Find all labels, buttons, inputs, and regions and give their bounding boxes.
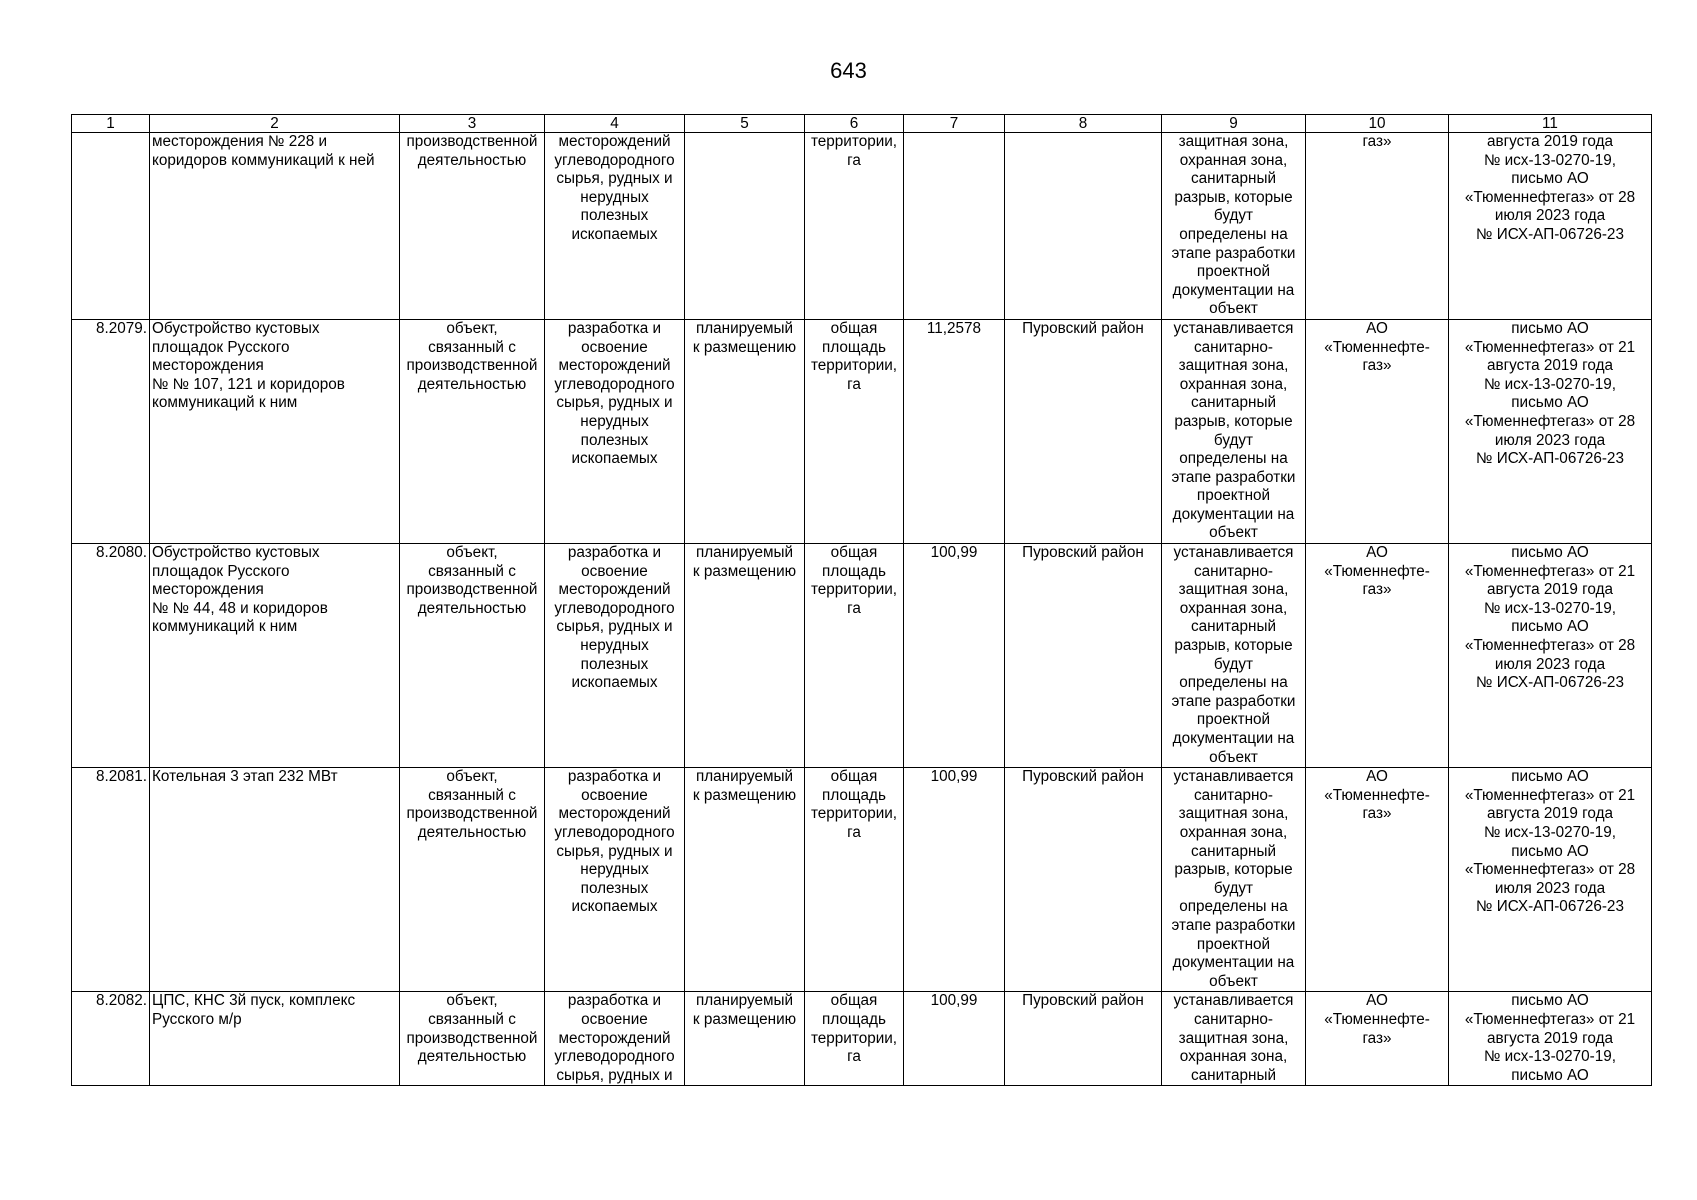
source-document: письмо АО «Тюменнефтегаз» от 21 августа 2019 года № исх-13-0270-19, письмо АО xyxy=(1449,992,1652,1086)
area-value xyxy=(904,133,1005,320)
characteristic: общая площадь территории, га xyxy=(805,319,904,543)
column-header: 2 xyxy=(150,115,400,133)
column-header: 4 xyxy=(545,115,685,133)
column-header: 8 xyxy=(1005,115,1162,133)
location: Пуровский район xyxy=(1005,319,1162,543)
characteristic: общая площадь территории, га xyxy=(805,992,904,1086)
location xyxy=(1005,133,1162,320)
area-value: 100,99 xyxy=(904,768,1005,992)
characteristic: общая площадь территории, га xyxy=(805,768,904,992)
source-document: письмо АО «Тюменнефтегаз» от 21 августа 2019 года № исх-13-0270-19, письмо АО «Тюменнефтегаз» от 28 июля 2023 года № ИСХ-АП-06726-23 xyxy=(1449,544,1652,768)
zone-description: устанавливается санитарно- защитная зона, охранная зона, санитарный разрыв, которые будут определены на этапе разработки проектной документации на объект xyxy=(1162,768,1306,992)
location: Пуровский район xyxy=(1005,992,1162,1086)
organization: АО «Тюменнефте- газ» xyxy=(1306,768,1449,992)
row-number: 8.2081. xyxy=(72,768,150,992)
source-document: августа 2019 года № исх-13-0270-19, письмо АО «Тюменнефтегаз» от 28 июля 2023 года № ИСХ-АП-06726-23 xyxy=(1449,133,1652,320)
object-type: объект, связанный с производственной деятельностью xyxy=(400,768,545,992)
location: Пуровский район xyxy=(1005,544,1162,768)
column-header: 1 xyxy=(72,115,150,133)
table-row xyxy=(72,133,1652,320)
zone-description: устанавливается санитарно- защитная зона, охранная зона, санитарный разрыв, которые будут определены на этапе разработки проектной документации на объект xyxy=(1162,544,1306,768)
organization: АО «Тюменнефте- газ» xyxy=(1306,544,1449,768)
object-purpose: разработка и освоение месторождений углеводородного сырья, рудных и xyxy=(545,992,685,1086)
object-name: ЦПС, КНС 3й пуск, комплекс Русского м/р xyxy=(150,992,400,1086)
objects-table xyxy=(71,114,1652,1086)
zone-description: устанавливается санитарно- защитная зона, охранная зона, санитарный разрыв, которые будут определены на этапе разработки проектной документации на объект xyxy=(1162,319,1306,543)
object-status: планируемый к размещению xyxy=(685,768,805,992)
page-number: 643 xyxy=(830,58,867,83)
area-value: 100,99 xyxy=(904,544,1005,768)
object-type: объект, связанный с производственной деятельностью xyxy=(400,319,545,543)
source-document: письмо АО «Тюменнефтегаз» от 21 августа 2019 года № исх-13-0270-19, письмо АО «Тюменнефтегаз» от 28 июля 2023 года № ИСХ-АП-06726-23 xyxy=(1449,319,1652,543)
column-header: 9 xyxy=(1162,115,1306,133)
area-value: 11,2578 xyxy=(904,319,1005,543)
row-number: 8.2079. xyxy=(72,319,150,543)
object-name: Обустройство кустовых площадок Русского месторождения № № 44, 48 и коридоров коммуникаций к ним xyxy=(150,544,400,768)
characteristic: общая площадь территории, га xyxy=(805,544,904,768)
location: Пуровский район xyxy=(1005,768,1162,992)
object-status: планируемый к размещению xyxy=(685,544,805,768)
object-status xyxy=(685,133,805,320)
object-type: производственной деятельностью xyxy=(400,133,545,320)
column-header: 6 xyxy=(805,115,904,133)
column-header: 11 xyxy=(1449,115,1652,133)
column-header: 3 xyxy=(400,115,545,133)
object-status: планируемый к размещению xyxy=(685,992,805,1086)
object-purpose: разработка и освоение месторождений углеводородного сырья, рудных и нерудных полезных ископаемых xyxy=(545,319,685,543)
row-number: 8.2080. xyxy=(72,544,150,768)
column-header: 5 xyxy=(685,115,805,133)
object-purpose: разработка и освоение месторождений углеводородного сырья, рудных и нерудных полезных ископаемых xyxy=(545,544,685,768)
column-header: 10 xyxy=(1306,115,1449,133)
object-name: Котельная 3 этап 232 МВт xyxy=(150,768,400,992)
object-name: Обустройство кустовых площадок Русского месторождения № № 107, 121 и коридоров коммуникаций к ним xyxy=(150,319,400,543)
object-purpose: месторождений углеводородного сырья, рудных и нерудных полезных ископаемых xyxy=(545,133,685,320)
source-document: письмо АО «Тюменнефтегаз» от 21 августа 2019 года № исх-13-0270-19, письмо АО «Тюменнефтегаз» от 28 июля 2023 года № ИСХ-АП-06726-23 xyxy=(1449,768,1652,992)
column-header: 7 xyxy=(904,115,1005,133)
characteristic: территории, га xyxy=(805,133,904,320)
table-row xyxy=(72,992,1652,1086)
organization: АО «Тюменнефте- газ» xyxy=(1306,992,1449,1086)
zone-description: устанавливается санитарно- защитная зона, охранная зона, санитарный xyxy=(1162,992,1306,1086)
object-purpose: разработка и освоение месторождений углеводородного сырья, рудных и нерудных полезных ископаемых xyxy=(545,768,685,992)
organization: газ» xyxy=(1306,133,1449,320)
row-number: 8.2082. xyxy=(72,992,150,1086)
area-value: 100,99 xyxy=(904,992,1005,1086)
table-row xyxy=(72,768,1652,992)
object-status: планируемый к размещению xyxy=(685,319,805,543)
row-number xyxy=(72,133,150,320)
object-type: объект, связанный с производственной деятельностью xyxy=(400,992,545,1086)
object-name: месторождения № 228 и коридоров коммуникаций к ней xyxy=(150,133,400,320)
object-type: объект, связанный с производственной деятельностью xyxy=(400,544,545,768)
table-row xyxy=(72,319,1652,543)
organization: АО «Тюменнефте- газ» xyxy=(1306,319,1449,543)
zone-description: защитная зона, охранная зона, санитарный разрыв, которые будут определены на этапе разработки проектной документации на объект xyxy=(1162,133,1306,320)
column-number-row xyxy=(72,115,1652,133)
table-row xyxy=(72,544,1652,768)
